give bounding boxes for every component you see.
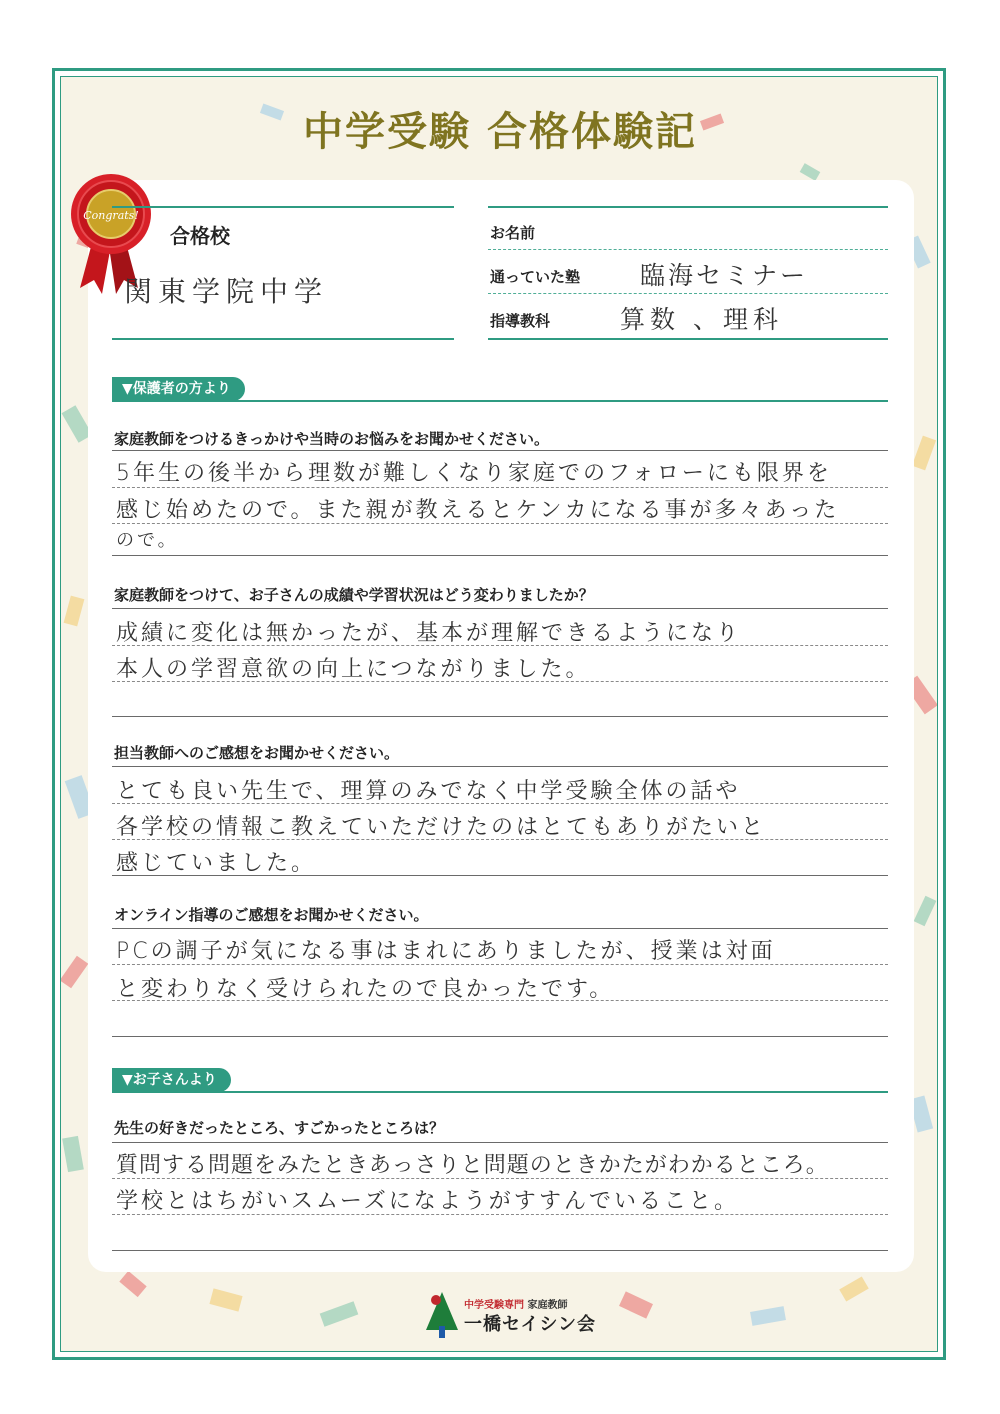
parent-section-tag: ▼保護者の方より bbox=[112, 377, 245, 401]
badge-text: Congrats! bbox=[83, 209, 139, 222]
parent-question-4: オンライン指導のご感想をお聞かせください。 bbox=[114, 906, 429, 924]
answer-line bbox=[112, 555, 888, 556]
child-section-tag: ▼お子さんより bbox=[112, 1068, 231, 1092]
school-bottom-line bbox=[112, 338, 454, 340]
tree-logo-icon bbox=[422, 1290, 462, 1340]
school-label: 合格校 bbox=[170, 224, 230, 248]
answer-line bbox=[112, 1036, 888, 1037]
info-top-line bbox=[488, 206, 888, 208]
answer-line bbox=[112, 645, 888, 646]
answer-line bbox=[112, 716, 888, 717]
parent-answer-3-line-3: 感じていました。 bbox=[116, 851, 317, 876]
answer-line bbox=[112, 839, 888, 840]
answer-line bbox=[112, 766, 888, 767]
subject-value: 算数 、理科 bbox=[620, 305, 783, 334]
parent-question-3: 担当教師へのご感想をお聞かせください。 bbox=[114, 744, 400, 762]
parent-answer-4-line-1: PCの調子が気になる事はまれにありましたが、授業は対面 bbox=[116, 939, 776, 964]
answer-line bbox=[112, 450, 888, 451]
answer-line bbox=[112, 1178, 888, 1179]
parent-answer-3-line-1: とても良い先生で、理算のみでなく中学受験全体の話や bbox=[116, 779, 741, 804]
logo-subtitle-red: 中学受験専門 bbox=[464, 1300, 524, 1311]
name-label: お名前 bbox=[490, 224, 536, 242]
answer-line bbox=[112, 608, 888, 609]
school-value: 関東学院中学 bbox=[124, 275, 329, 308]
parent-section-line bbox=[112, 400, 888, 402]
parent-answer-2-line-2: 本人の学習意欲の向上につながりました。 bbox=[116, 657, 591, 682]
logo-subtitle bbox=[464, 1296, 567, 1311]
answer-line bbox=[112, 803, 888, 804]
subject-label: 指導教科 bbox=[490, 312, 551, 330]
logo-name: 一橋セイシン会 bbox=[464, 1314, 597, 1335]
info-bottom-line bbox=[488, 338, 888, 340]
answer-line bbox=[112, 928, 888, 929]
child-answer-1-line-2: 学校とはちがいスムーズになようがすすんでいること。 bbox=[116, 1189, 740, 1214]
answer-line bbox=[112, 681, 888, 682]
parent-question-1: 家庭教師をつけるきっかけや当時のお悩みをお聞かせください。 bbox=[114, 430, 550, 448]
juku-label: 通っていた塾 bbox=[490, 268, 581, 286]
answer-line bbox=[112, 1250, 888, 1251]
answer-line bbox=[112, 1142, 888, 1143]
page-title: 中学受験 合格体験記 bbox=[303, 108, 697, 155]
content-card bbox=[88, 180, 914, 1272]
answer-line bbox=[112, 875, 888, 876]
parent-answer-1-line-1: 5年生の後半から理数が難しくなり家庭でのフォローにも限界を bbox=[116, 461, 832, 486]
parent-answer-1-line-3: ので。 bbox=[116, 530, 179, 551]
child-question-1: 先生の好きだったところ、すごかったところは？ bbox=[114, 1119, 445, 1137]
logo-subtitle-black: 家庭教師 bbox=[527, 1300, 568, 1311]
school-top-line bbox=[112, 206, 454, 208]
juku-value: 臨海セミナー bbox=[640, 261, 809, 290]
info-divider-2 bbox=[488, 293, 888, 294]
footer-logo bbox=[422, 1290, 622, 1340]
parent-answer-1-line-2: 感じ始めたので。また親が教えるとケンカになる事が多々あった bbox=[116, 498, 840, 523]
info-divider-1 bbox=[488, 249, 888, 250]
answer-line bbox=[112, 523, 888, 524]
parent-answer-3-line-2: 各学校の情報こ教えていただけたのはとてもありがたいと bbox=[116, 815, 767, 840]
child-answer-1-line-1: 質問する問題をみたときあっさりと問題のときかたがわかるところ。 bbox=[116, 1153, 829, 1178]
child-section-line bbox=[112, 1091, 888, 1093]
answer-line bbox=[112, 1000, 888, 1001]
answer-line bbox=[112, 964, 888, 965]
parent-question-2: 家庭教師をつけて、お子さんの成績や学習状況はどう変わりましたか？ bbox=[114, 586, 594, 604]
answer-line bbox=[112, 1214, 888, 1215]
answer-line bbox=[112, 487, 888, 488]
parent-answer-2-line-1: 成績に変化は無かったが、基本が理解できるようになり bbox=[116, 621, 742, 646]
parent-answer-4-line-2: と変わりなく受けられたので良かったです。 bbox=[116, 977, 615, 1002]
